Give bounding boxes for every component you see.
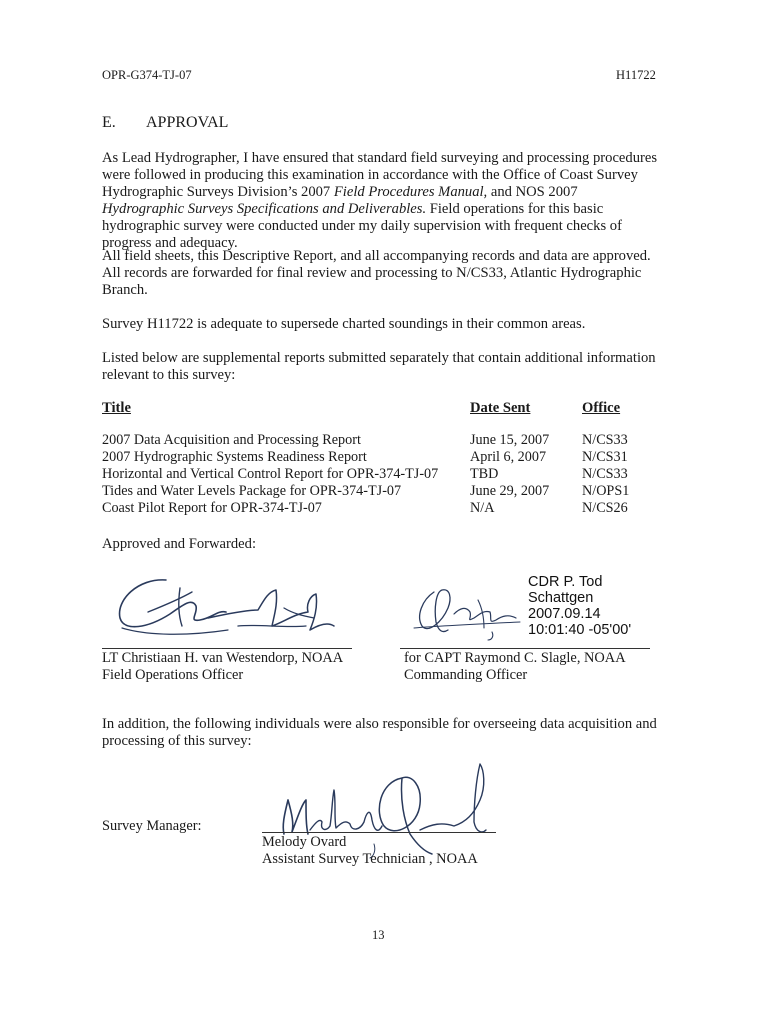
table-row-title: Coast Pilot Report for OPR-374-TJ-07 (102, 500, 322, 516)
additional-individuals-paragraph: In addition, the following individuals were also responsible for overseeing data acquisition and processing of this survey: (102, 716, 657, 749)
table-row-title: 2007 Hydrographic Systems Readiness Report (102, 449, 367, 465)
digital-signature-line: CDR P. Tod (528, 574, 603, 590)
digital-signature-block (528, 574, 631, 638)
approval-paragraph (102, 150, 662, 252)
table-row-title: Tides and Water Levels Package for OPR-374-TJ-07 (102, 483, 402, 499)
digital-signature-line: Schattgen (528, 590, 594, 606)
table-row-date: TBD (470, 466, 499, 482)
table-row-date: N/A (470, 500, 495, 516)
table-row-office: N/CS26 (582, 500, 628, 516)
survey-manager-label: Survey Manager: (102, 818, 202, 834)
signer-name-right: for CAPT Raymond C. Slagle, NOAA (404, 650, 626, 666)
supersede-paragraph: Survey H11722 is adequate to supersede charted soundings in their common areas. (102, 316, 586, 332)
approved-forwarded-label: Approved and Forwarded: (102, 536, 257, 552)
table-row-date: June 29, 2007 (470, 483, 550, 499)
table-header-title: Title (102, 400, 131, 416)
table-row-office: N/CS31 (582, 449, 628, 465)
approval-text-3: Field operations for this basic hydrographic survey were conducted under my daily supervision with frequent checks of progress and adequacy. (102, 201, 622, 251)
survey-manager-title: Assistant Survey Technician , NOAA (262, 851, 478, 867)
table-header-date: Date Sent (470, 400, 531, 416)
table-row-date: April 6, 2007 (470, 449, 547, 465)
supplemental-paragraph: Listed below are supplemental reports submitted separately that contain additional information relevant to this survey: (102, 350, 656, 383)
specs-title: Hydrographic Surveys Specifications and Deliverables. (102, 201, 427, 217)
records-paragraph: All field sheets, this Descriptive Report, and all accompanying records and data are approved. All records are forwarded for final review and processing to N/CS33, Atlantic Hydrographic Branch. (102, 248, 651, 298)
table-row-date: June 15, 2007 (470, 432, 550, 448)
approval-text-1: As Lead Hydrographer, I have ensured that standard field surveying and processing procedures were followed in producing this examination in accordance with the Office of Coast Survey Hydrographic Surveys Division’s 2007 (102, 150, 658, 200)
signer-name-left: LT Christiaan H. van Westendorp, NOAA (102, 650, 344, 666)
signature-schattgen (408, 578, 528, 644)
signature-line-manager (262, 832, 496, 833)
table-row-office: N/CS33 (582, 466, 628, 482)
table-header-office: Office (582, 400, 621, 416)
signature-line-right (400, 648, 650, 649)
manual-title: Field Procedures Manual, (333, 184, 488, 200)
survey-number: H11722 (616, 68, 656, 82)
digital-signature-line: 10:01:40 -05'00' (528, 622, 632, 638)
section-title: APPROVAL (146, 114, 229, 131)
signature-line-left (102, 648, 352, 649)
survey-manager-name: Melody Ovard (262, 834, 347, 850)
document-code: OPR-G374-TJ-07 (102, 68, 192, 82)
section-letter: E. (102, 114, 116, 131)
signer-title-left: Field Operations Officer (102, 667, 244, 683)
page-number: 13 (372, 928, 385, 942)
signature-van-westendorp (108, 570, 358, 650)
table-row-title: 2007 Data Acquisition and Processing Report (102, 432, 361, 448)
approval-text-2: and NOS 2007 (487, 184, 578, 200)
table-row-office: N/CS33 (582, 432, 628, 448)
table-row-office: N/OPS1 (582, 483, 630, 499)
digital-signature-line: 2007.09.14 (528, 606, 601, 622)
table-row-title: Horizontal and Vertical Control Report for OPR-374-TJ-07 (102, 466, 439, 482)
signer-title-right: Commanding Officer (404, 667, 528, 683)
